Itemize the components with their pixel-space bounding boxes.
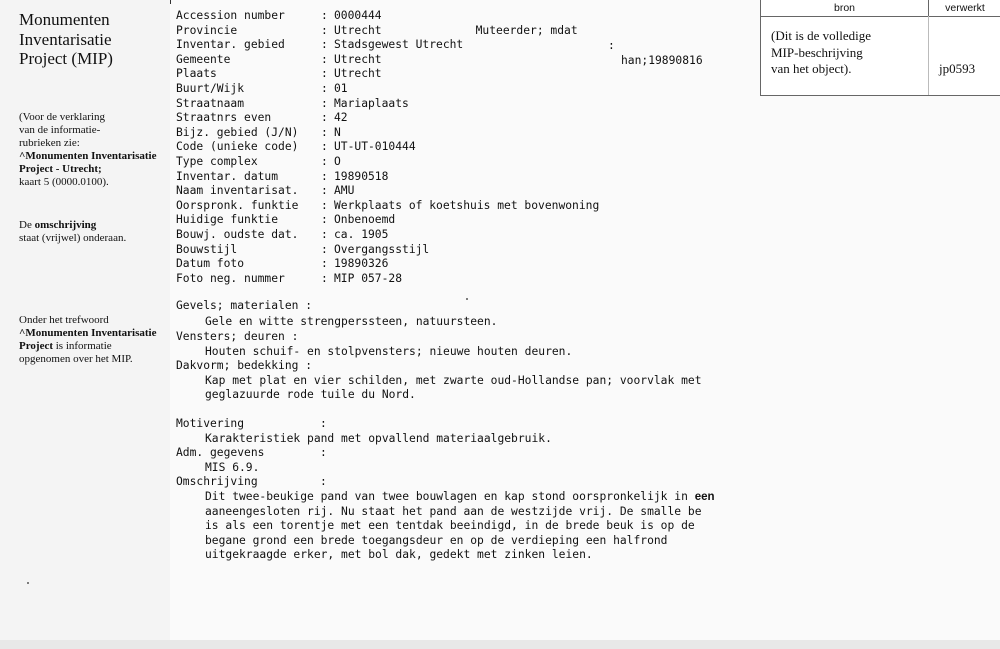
note-line: van de informatie- — [19, 124, 101, 136]
field-label: Type complex — [176, 155, 258, 168]
omschrijving-word: een — [694, 491, 715, 503]
note-line: staat (vrijwel) onderaan. — [19, 232, 127, 244]
field-value: Utrecht — [334, 67, 382, 81]
omschrijving-text: is als een torentje met een tentdak beeindigd, in de brede beuk is op de — [205, 519, 695, 532]
field-colon: : — [321, 242, 328, 256]
field-label: Inventar. datum — [176, 169, 279, 183]
field-label: Plaats — [176, 67, 217, 81]
field-value: Werkplaats of koetshuis met bovenwoning — [334, 198, 600, 212]
field-label: Oorspronk. funktie — [176, 198, 299, 212]
field-value: Utrecht — [334, 52, 382, 66]
note-bold: ^Monumenten Inventarisatie — [19, 150, 157, 162]
field-colon: : — [321, 198, 328, 212]
omschrijving-text — [205, 490, 715, 505]
note-bold: Project - Utrecht; — [19, 163, 102, 175]
field-colon: : — [321, 257, 328, 271]
field-value: Mariaplaats — [334, 96, 409, 110]
field-colon: : — [321, 96, 328, 110]
field-colon: : — [321, 125, 328, 139]
field-colon: : — [321, 9, 328, 22]
field-label: Bouwstijl — [176, 242, 238, 256]
field-colon: : — [608, 39, 615, 52]
omschrijving-line: Dit twee-beukige pand van twee bouwlagen en kap stond oorspronkelijk in — [205, 490, 695, 503]
field-value: O — [334, 155, 341, 168]
note-line: opgenomen over het MIP. — [19, 353, 133, 365]
field-value: Onbenoemd — [334, 213, 396, 227]
field-label: Provincie — [176, 23, 238, 37]
dakvorm-text: geglazuurde rode tuile du Nord. — [205, 388, 416, 401]
vensters-heading: Vensters; deuren : — [176, 330, 299, 343]
note-line — [19, 219, 169, 232]
field-label: Huidige funktie — [176, 213, 279, 227]
field-colon: : — [321, 52, 328, 66]
field-colon: : — [321, 213, 328, 227]
note-bold: ^Monumenten Inventarisatie — [19, 327, 157, 339]
field-value: han;19890816 — [621, 54, 703, 67]
vensters-text: Houten schuif- en stolpvensters; nieuwe houten deuren. — [205, 345, 573, 358]
field-label: Bouwj. oudste dat. — [176, 228, 299, 241]
field-colon: : — [321, 67, 328, 81]
note-line — [19, 340, 169, 353]
field-label: Foto neg. nummer — [176, 271, 285, 285]
field-value: AMU — [334, 184, 355, 198]
note-text: is informatie — [53, 340, 112, 352]
field-colon: : — [321, 155, 328, 168]
note-line: kaart 5 (0000.0100). — [19, 176, 109, 188]
field-colon: : — [321, 184, 328, 198]
field-label: Straatnaam — [176, 96, 245, 110]
note-bold: omschrijving — [34, 219, 97, 231]
field-colon: : — [321, 169, 328, 183]
omschrijving-text: aaneengesloten rij. Nu staat het pand aan de westzijde vrij. De smalle be — [205, 505, 702, 518]
field-colon: : — [321, 82, 328, 95]
field-label: Bijz. gebied (J/N) — [176, 125, 299, 139]
field-label: Inventar. gebied — [176, 38, 285, 52]
bron-header: bron — [761, 0, 929, 17]
field-value: Overgangsstijl — [334, 242, 430, 256]
sidebar-note-keyword — [19, 314, 169, 366]
field-colon: : — [321, 23, 328, 37]
motivering-text: Karakteristiek pand met opvallend materiaalgebruik. — [205, 432, 552, 445]
sidebar-note-description — [19, 219, 169, 245]
bron-line: (Dit is de volledige — [771, 28, 872, 43]
gevels-heading: Gevels; materialen : — [176, 299, 313, 312]
bron-cell — [771, 28, 921, 78]
field-value: 42 — [334, 111, 348, 125]
field-value: UT-UT-010444 — [334, 140, 416, 154]
field-label: Code (unieke code) — [176, 140, 299, 154]
adm-heading: Adm. gegevens — [176, 446, 265, 459]
column-divider — [928, 16, 929, 95]
field-colon: : — [321, 38, 328, 52]
source-table — [760, 0, 1000, 96]
motivering-heading: Motivering — [176, 417, 245, 430]
bron-line: MIP-beschrijving — [771, 44, 863, 60]
note-line: Onder het trefwoord — [19, 314, 109, 326]
verwerkt-header: verwerkt — [929, 0, 1000, 17]
adm-text: MIS 6.9. — [205, 461, 260, 474]
heading-colon: : — [320, 417, 327, 430]
title-line: Monumenten — [19, 10, 110, 29]
note-line: (Voor de verklaring — [19, 111, 105, 123]
field-value: Stadsgewest Utrecht — [334, 38, 464, 52]
field-label: Datum foto — [176, 257, 245, 271]
verwerkt-cell: jp0593 — [939, 61, 976, 76]
field-value: 01 — [334, 82, 348, 95]
divider — [170, 0, 171, 4]
scan-speck — [466, 298, 468, 300]
note-text: De — [19, 219, 35, 231]
dakvorm-heading: Dakvorm; bedekking : — [176, 359, 313, 372]
field-label: Muteerder; mdat — [475, 24, 578, 37]
field-value: MIP 057-28 — [334, 271, 403, 285]
scan-speck — [27, 582, 29, 584]
heading-colon: : — [320, 475, 327, 488]
title-line: Inventarisatie — [19, 29, 112, 49]
field-colon: : — [321, 228, 328, 241]
field-colon: : — [321, 271, 328, 285]
note-line: rubrieken zie: — [19, 137, 80, 149]
omschrijving-text: begane grond een brede toegangsdeur en op de verdieping een halfrond — [205, 534, 668, 547]
omschrijving-heading: Omschrijving — [176, 475, 258, 488]
field-label: Buurt/Wijk — [176, 82, 245, 95]
sidebar-note-legend — [19, 111, 169, 189]
field-value: 19890326 — [334, 257, 389, 271]
heading-colon: : — [320, 446, 327, 459]
muteerder-field — [462, 8, 703, 68]
field-colon: : — [321, 111, 328, 125]
field-label: Accession number — [176, 9, 285, 22]
dakvorm-text: Kap met plat en vier schilden, met zwarte oud-Hollandse pan; voorvlak met — [205, 374, 702, 387]
field-value: N — [334, 125, 341, 139]
scan-bottom-edge — [0, 640, 1000, 649]
field-colon: : — [321, 140, 328, 154]
sidebar-title — [19, 10, 159, 69]
field-value: 19890518 — [334, 169, 389, 183]
field-value: 0000444 — [334, 9, 382, 22]
omschrijving-text: uitgekraagde erker, met bol dak, gedekt met zinken leien. — [205, 548, 593, 561]
bron-line: van het object). — [771, 61, 852, 76]
field-value: Utrecht — [334, 23, 382, 37]
field-label: Gemeente — [176, 52, 231, 66]
field-label: Naam inventarisat. — [176, 184, 299, 198]
field-value: ca. 1905 — [334, 228, 389, 241]
note-bold: Project — [19, 340, 53, 352]
gevels-text: Gele en witte strengperssteen, natuursteen. — [205, 315, 498, 328]
field-label: Straatnrs even — [176, 111, 272, 125]
title-line: Project (MIP) — [19, 49, 113, 68]
